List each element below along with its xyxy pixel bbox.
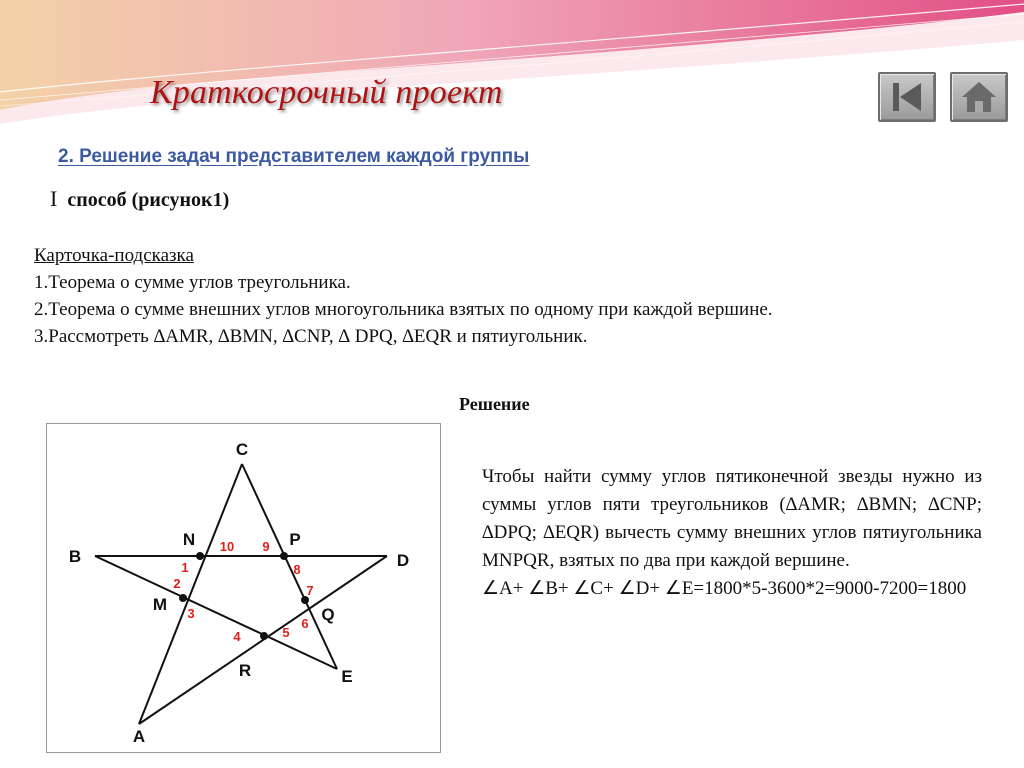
angle-label-2: 2 <box>173 576 181 591</box>
header-decoration <box>0 0 1024 140</box>
angle-label-6: 6 <box>301 616 309 631</box>
angle-label-9: 9 <box>262 539 270 554</box>
hint-card <box>34 242 773 350</box>
solution-heading: Решение <box>459 394 530 414</box>
point-p-dot <box>280 552 288 560</box>
vertex-label-e: E <box>341 667 353 686</box>
hint-item: 1.Теорема о сумме углов треугольника. <box>34 272 351 293</box>
line-a-c <box>139 464 242 724</box>
vertex-label-d: D <box>396 551 410 570</box>
home-button[interactable] <box>950 72 1008 122</box>
method-label: способ (рисунок1) <box>67 189 230 211</box>
angle-label-8: 8 <box>293 562 301 577</box>
angle-label-1: 1 <box>181 560 189 575</box>
point-label-p: P <box>289 530 301 549</box>
home-icon <box>959 79 999 115</box>
angle-label-10: 10 <box>219 539 235 554</box>
hint-item: 3.Рассмотреть ∆AMR, ∆BMN, ∆CNP, ∆ DPQ, ∆EQR и пятиугольник. <box>34 326 588 347</box>
subtitle: 2. Решение задач представителем каждой группы <box>58 146 530 167</box>
method-numeral: I <box>50 186 58 211</box>
back-button[interactable] <box>878 72 936 122</box>
hint-title: Карточка-подсказка <box>34 245 194 266</box>
point-label-q: Q <box>321 605 335 624</box>
solution-paragraph: Чтобы найти сумму углов пятиконечной звезды нужно из суммы углов пяти треугольников (∆AMR; ∆BMN; ∆CNP; ∆DPQ; ∆EQR) вычесть сумму внешних углов пятиугольника MNPQR, взятых по два при каждой вершине. <box>482 466 982 571</box>
point-m-dot <box>179 594 187 602</box>
point-r-dot <box>260 632 268 640</box>
angle-label-7: 7 <box>306 583 314 598</box>
point-label-m: M <box>152 595 168 614</box>
angle-label-4: 4 <box>233 629 241 644</box>
line-b-e <box>95 556 337 669</box>
angle-label-3: 3 <box>187 606 195 621</box>
hint-item: 2.Теорема о сумме внешних углов многоугольника взятых по одному при каждой вершине. <box>34 299 773 320</box>
point-n-dot <box>196 552 204 560</box>
vertex-label-a: A <box>132 727 146 746</box>
solution-text <box>482 463 982 603</box>
point-label-n: N <box>182 530 196 549</box>
point-label-r: R <box>238 661 252 680</box>
skip-back-icon <box>887 79 927 115</box>
slide-title: Краткосрочный проект <box>150 74 503 111</box>
vertex-label-b: B <box>68 547 82 566</box>
angle-label-5: 5 <box>282 625 290 640</box>
solution-formula: ∠A+ ∠B+ ∠C+ ∠D+ ∠E=1800*5-3600*2=9000-7200=1800 <box>482 578 967 599</box>
star-figure <box>46 423 441 753</box>
method-heading <box>50 186 229 212</box>
vertex-label-c: C <box>235 440 249 459</box>
